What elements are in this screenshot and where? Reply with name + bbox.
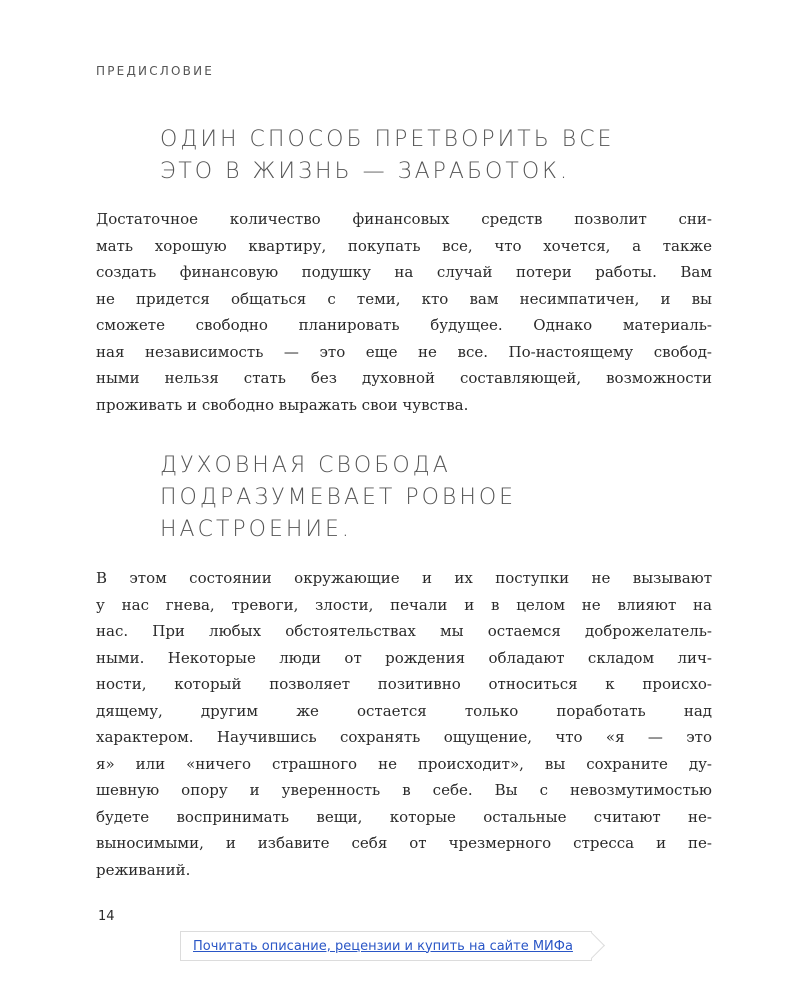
paragraph-spiritual-state [96,565,712,883]
text-line: В этом состоянии окружающие и их поступки не вызывают [96,569,712,587]
text-line: нас. При любых обстоятельствах мы остаемся доброжелатель- [96,622,712,640]
text-line: дящему, другим же остается только поработать над [96,701,712,720]
text-line: выносимыми, и избавите себя от чрезмерного стресса и пе- [96,834,712,852]
page-number: 14 [98,909,115,924]
pullquote-line: ОДИН СПОСОБ ПРЕТВОРИТЬ ВСЕ [160,127,615,152]
pullquote-line: ПОДРАЗУМЕВАЕТ РОВНОЕ [160,485,517,510]
running-header: ПРЕДИСЛОВИЕ [96,64,215,78]
text-line: у нас гнева, тревоги, злости, печали и в целом не влияют на [96,595,712,614]
text-line: не придется общаться с теми, кто вам несимпатичен, и вы [96,289,712,308]
text-line: ными нельзя стать без духовной составляющей, возможности [96,369,712,387]
text-line: характером. Научившись сохранять ощущение, что «я — это [96,728,712,746]
pullquote-line: ЭТО В ЖИЗНЬ — ЗАРАБОТОК. [160,159,570,184]
pullquote-earnings [160,124,614,188]
paragraph-financial-freedom [96,206,712,418]
text-line: будете воспринимать вещи, которые остальные считают не- [96,807,712,826]
store-link[interactable]: Почитать описание, рецензии и купить на сайте МИФа [193,938,573,954]
text-line: создать финансовую подушку на случай потери работы. Вам [96,263,712,281]
text-line: реживаний. [96,860,191,879]
text-line: ными. Некоторые люди от рождения обладают складом лич- [96,648,712,667]
pullquote-line: ДУХОВНАЯ СВОБОДА [160,453,451,478]
text-line: проживать и свободно выражать свои чувства. [96,395,469,414]
text-line: шевную опору и уверенность в себе. Вы с невозмутимостью [96,781,712,799]
text-line: Достаточное количество финансовых средств позволит сни- [96,210,712,228]
store-link-banner[interactable] [180,931,592,961]
pullquote-line: НАСТРОЕНИЕ. [160,517,352,542]
text-line: ности, который позволяет позитивно относиться к происхо- [96,675,712,693]
text-line: я» или «ничего страшного не происходит», вы сохраните ду- [96,754,712,773]
text-line: ная независимость — это еще не все. По-настоящему свобод- [96,342,712,361]
pullquote-spiritual-freedom [160,450,516,546]
text-line: сможете свободно планировать будущее. Однако материаль- [96,316,712,334]
text-line: мать хорошую квартиру, покупать все, что хочется, а также [96,236,712,255]
